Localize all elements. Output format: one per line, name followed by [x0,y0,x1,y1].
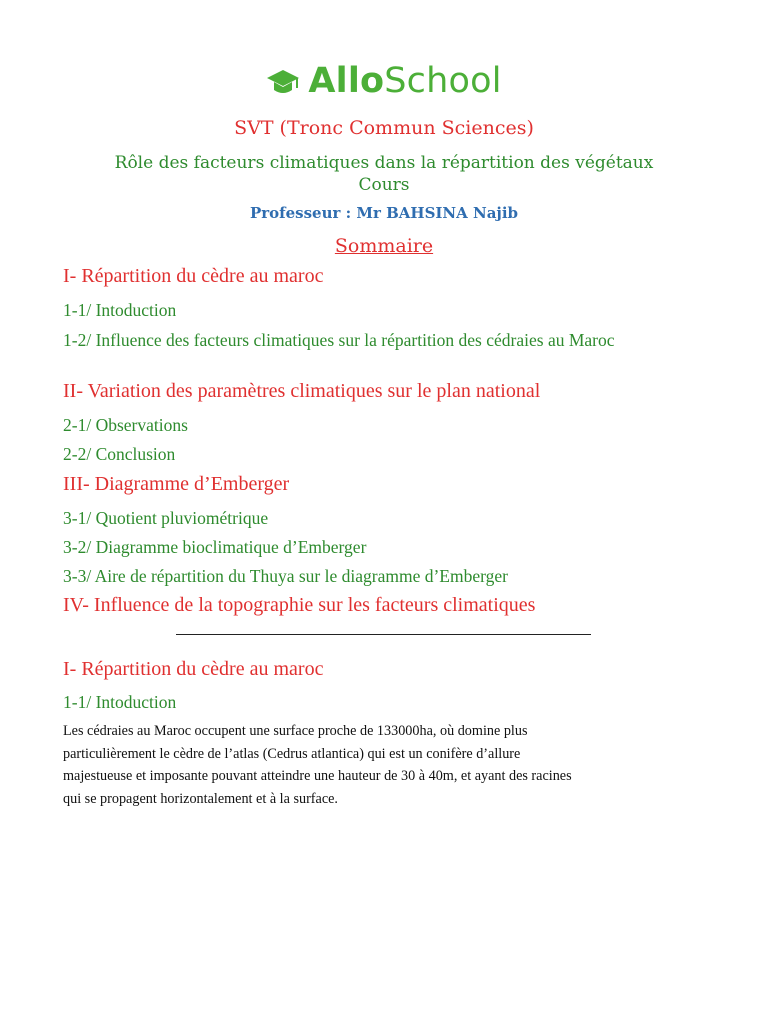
course-type: Cours [358,175,410,195]
logo-text-light: School [384,61,502,101]
summary-item-section: III- Diagramme d’Emberger [63,473,290,495]
summary-heading-text: Sommaire [334,235,434,257]
paragraph-line: qui se propagent horizontalement et à la surface. [63,790,338,807]
summary-item-section: II- Variation des paramètres climatiques sur le plan national [63,380,541,402]
section-title: I- Répartition du cèdre au maroc [63,658,324,680]
course-title-line: Rôle des facteurs climatiques dans la répartition des végétaux [114,153,654,173]
graduation-cap-icon [266,67,300,97]
summary-item-subsection: 3-2/ Diagramme bioclimatique d’Emberger [63,537,367,557]
paragraph-line: particulièrement le cèdre de l’atlas (Cedrus atlantica) qui est un conifère d’allure [63,745,521,762]
summary-item-subsection: 3-3/ Aire de répartition du Thuya sur le diagramme d’Emberger [63,566,508,586]
summary-item-section: I- Répartition du cèdre au maroc [63,265,324,287]
paragraph-line: Les cédraies au Maroc occupent une surface proche de 133000ha, où domine plus [63,723,528,739]
summary-item-subsection: 3-1/ Quotient pluviométrique [63,508,269,528]
logo-text-bold: Allo [308,61,385,101]
alloschool-logo [0,61,768,101]
summary-item-subsection: 1-1/ Intoduction [63,300,177,320]
intro-paragraph [63,720,713,810]
summary-item-subsection: 2-1/ Observations [63,415,188,435]
subsection-title: 1-1/ Intoduction [63,692,177,712]
summary-item-section: IV- Influence de la topographie sur les facteurs climatiques [63,594,536,616]
horizontal-divider [176,634,591,635]
subject-title: SVT (Tronc Commun Sciences) [234,117,534,139]
course-title [0,152,768,196]
logo-wordmark [308,61,502,101]
summary-heading [0,235,768,257]
paragraph-line: majestueuse et imposante pouvant atteindre une hauteur de 30 à 40m, et ayant des racines [63,768,572,784]
professor-name: Professeur : Mr BAHSINA Najib [249,204,519,222]
summary-item-subsection: 2-2/ Conclusion [63,444,176,464]
summary-item-subsection: 1-2/ Influence des facteurs climatiques sur la répartition des cédraies au Maroc [63,330,615,350]
